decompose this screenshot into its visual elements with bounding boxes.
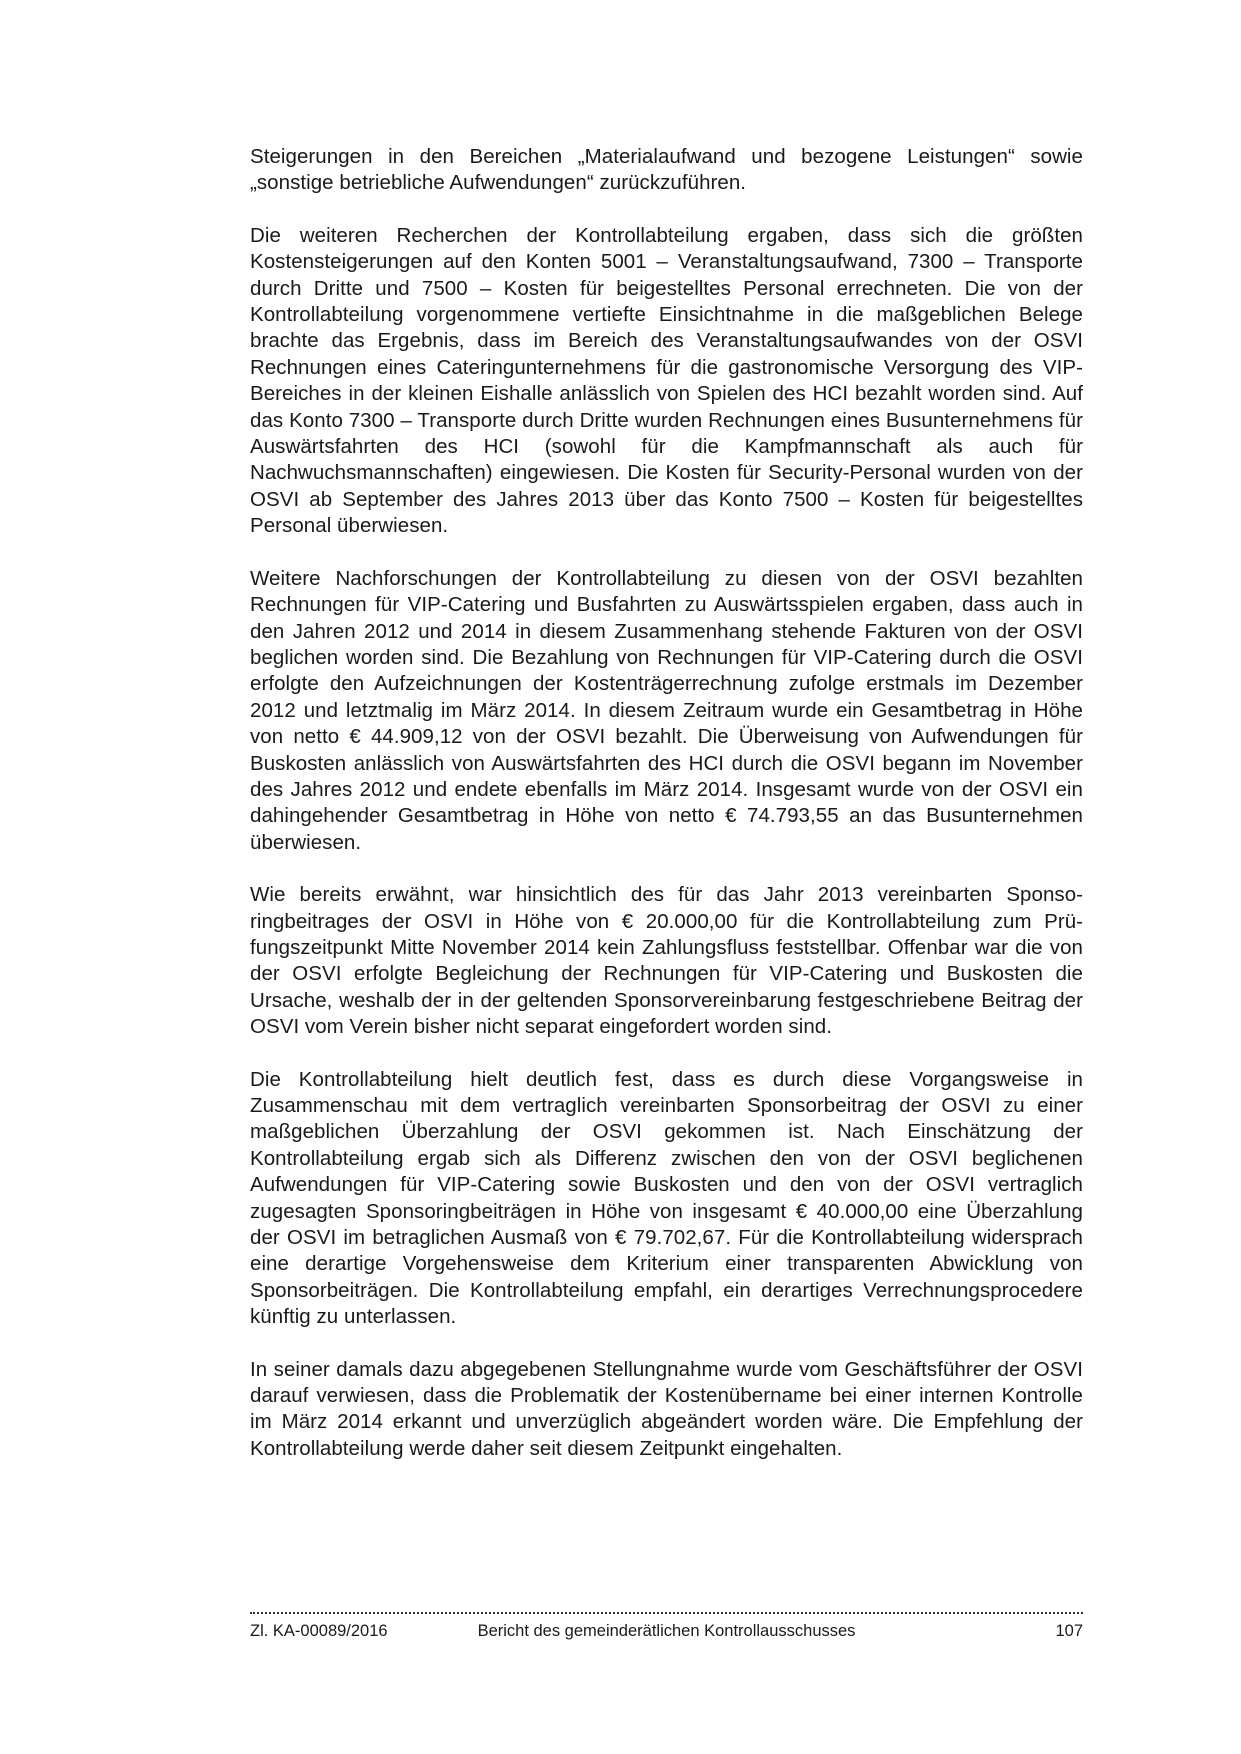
paragraph-2: Die weiteren Recherchen der Kontrollabteilung ergaben, dass sich die größten Kostensteigerungen auf den Konten 5001 – Veranstaltungsaufwand, 7300 – Transporte durch Dritte und 7500 – Kosten für beigestelltes Personal errechneten. Die von der Kontrollabteilung vorgenommene vertiefte Einsichtnahme in die maßgeblichen Belege brachte das Ergebnis, dass im Bereich des Veranstaltungsaufwandes von der OSVI Rechnungen eines Cateringunternehmens für die gastronomische Versorgung des VIP-Bereiches in der kleinen Eishalle anlässlich von Spielen des HCI bezahlt worden sind. Auf das Konto 7300 – Transporte durch Dritte wurden Rechnungen eines Busunternehmens für Auswärtsfahrten des HCI (sowohl für die Kampfmannschaft als auch für Nachwuchsmannschaften) eingewiesen. Die Kosten für Security-Personal wurden von der OSVI ab September des Jahres 2013 über das Konto 7500 – Kosten für beigestelltes Personal überwiesen.: [250, 223, 1083, 538]
paragraph-1: Steigerungen in den Bereichen „Materialaufwand und bezogene Leistungen“ sowie „sonstige betriebliche Aufwendungen“ zurückzuführen.: [250, 145, 1083, 195]
footer-title: Bericht des gemeinderätlichen Kontrollausschusses: [477, 1622, 856, 1640]
paragraph-3: Weitere Nachforschungen der Kontrollabteilung zu diesen von der OSVI bezahlten Rechnungen für VIP-Catering und Busfahrten zu Auswärtsspielen ergaben, dass auch in den Jahren 2012 und 2014 in diesem Zusammenhang stehende Fakturen von der OSVI beglichen worden sind. Die Bezahlung von Rechnungen für VIP-Catering durch die OSVI erfolgte den Aufzeichnungen der Kostenträgerrechnung zufolge erstmals im Dezember 2012 und letztmalig im März 2014. In diesem Zeitraum wurde ein Gesamtbetrag in Höhe von netto € 44.909,12 von der OSVI bezahlt. Die Überweisung von Aufwendungen für Buskosten anlässlich von Auswärtsfahrten des HCI durch die OSVI begann im November des Jahres 2012 und endete ebenfalls im März 2014. Insgesamt wurde von der OSVI ein dahingehender Gesamtbetrag in Höhe von netto € 74.793,55 an das Busunternehmen überwiesen.: [250, 566, 1083, 854]
page-body: [250, 144, 1083, 1488]
paragraph-6: In seiner damals dazu abgegebenen Stellungnahme wurde vom Geschäftsführer der OSVI darauf verwiesen, dass die Problematik der Kostenübername bei einer internen Kontrolle im März 2014 erkannt und unverzüglich abgeändert worden wäre. Die Empfehlung der Kontrollabteilung werde daher seit diesem Zeitpunkt eingehalten.: [250, 1357, 1083, 1460]
footer-divider: [250, 1612, 1083, 1614]
paragraph-4: Wie bereits erwähnt, war hinsichtlich des für das Jahr 2013 vereinbarten Sponsoringbeitrages der OSVI in Höhe von € 20.000,00 für die Kontrollabteilung zum Prüfungszeitpunkt Mitte November 2014 kein Zahlungsfluss feststellbar. Offenbar war die von der OSVI erfolgte Begleichung der Rechnungen für VIP-Catering und Buskosten die Ursache, weshalb der in der geltenden Sponsorvereinbarung festgeschriebene Beitrag der OSVI vom Verein bisher nicht separat eingefordert worden sind.: [250, 883, 1083, 1039]
footer-reference: Zl. KA-00089/2016: [250, 1622, 388, 1640]
paragraph-5: Die Kontrollabteilung hielt deutlich fest, dass es durch diese Vorgangsweise in Zusammenschau mit dem vertraglich vereinbarten Sponsorbeitrag der OSVI zu einer maßgeblichen Überzahlung der OSVI gekommen ist. Nach Einschätzung der Kontrollabteilung ergab sich als Differenz zwischen den von der OSVI beglichenen Aufwendungen für VIP-Catering sowie Buskosten und den von der OSVI vertraglich zugesagten Sponsoringbeiträgen in Höhe von insgesamt € 40.000,00 eine Überzahlung der OSVI im betraglichen Ausmaß von € 79.702,67. Für die Kontrollabteilung widersprach eine derartige Vorgehensweise dem Kriterium einer transparenten Abwicklung von Sponsorbeiträgen. Die Kontrollabteilung empfahl, ein derartiges Verrechnungsprocedere künftig zu unterlassen.: [250, 1067, 1083, 1329]
page-footer: [250, 1620, 1083, 1642]
page-number: 107: [1055, 1622, 1083, 1640]
